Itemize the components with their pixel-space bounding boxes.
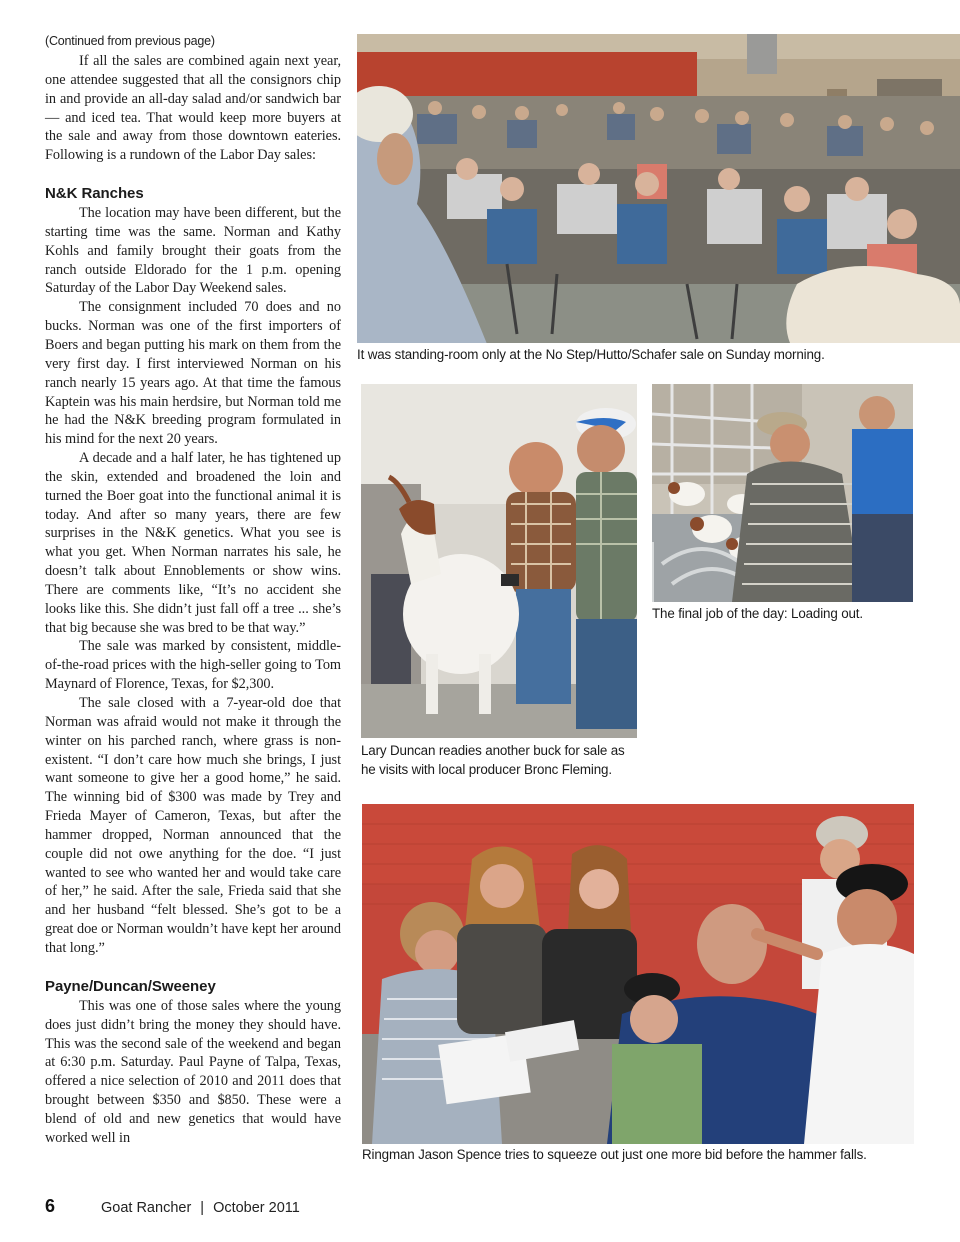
- loading-photo: [652, 384, 913, 602]
- paragraph: A decade and a half later, he has tightened up the skin, extended and broadened the loin and turned the Boer goat into the functional animal it is today. And after so many years, there are few surprises in the N&K genetics. What you see is what you get. When Norman narrates his sale, he doesn’t talk about Ennoblements or show wins. There are comments like, “It’s no accident she looks like this. She didn’t just fall off a tree ... she’s that big because she was bred to be that way.”: [45, 450, 341, 636]
- ringman-photo: [362, 804, 914, 1144]
- paragraph: The consignment included 70 does and no bucks. Norman was one of the first importers of Boers and began putting his mark on them from the very first day. I first interviewed Norman on his ranch nearly 15 years ago. At that time the famous Kaptein was his main herdsire, but Norman told me he had the N&K breeding program formulated in his mind for the next 20 years.: [45, 299, 341, 448]
- magazine-name: Goat Rancher: [101, 1200, 192, 1216]
- crowd-photo: [357, 34, 960, 343]
- section-heading-nk-ranches: N&K Ranches: [45, 185, 144, 203]
- intro-paragraph: If all the sales are combined again next year, one attendee suggested that all the consignors chip in and provide an all-day salad and/or sandwich bar — and iced tea. That would keep more buyers at the sale and away from those downtown eateries. Following is a rundown of the Labor Day sales:: [45, 53, 341, 164]
- paragraph: This was one of those sales where the young does just didn’t bring the money they should have. This was the second sale of the weekend and began at 6:30 p.m. Saturday. Paul Payne of Talpa, Texas, offered a nice selection of 2010 and 2011 does that brought between $350 and $850. These were a blend of old and new genetics that would have worked well in: [45, 997, 341, 1146]
- footer: [101, 1200, 300, 1216]
- page-number: 6: [45, 1196, 56, 1216]
- paragraph: The location may have been different, but the starting time was the same. Norman and Kathy Kohls and family brought their goats from the ranch outside Eldorado for the 1 p.m. opening Saturday of the Labor Day Weekend sales.: [45, 205, 341, 297]
- crowd-photo-caption: It was standing-room only at the No Step/Hutto/Schafer sale on Sunday morning.: [357, 347, 825, 362]
- buck-caption-line: he visits with local producer Bronc Fleming.: [361, 761, 612, 777]
- section-heading-payne-duncan-sweeney: Payne/Duncan/Sweeney: [45, 977, 216, 995]
- loading-photo-caption: The final job of the day: Loading out.: [652, 606, 863, 621]
- buck-photo-caption: [361, 742, 661, 779]
- footer-separator: |: [200, 1200, 205, 1216]
- issue-date: October 2011: [213, 1200, 300, 1216]
- ringman-photo-caption: Ringman Jason Spence tries to squeeze out just one more bid before the hammer falls.: [362, 1147, 867, 1162]
- article-body: [45, 52, 341, 1148]
- buck-photo: [361, 384, 637, 738]
- continued-note: (Continued from previous page): [45, 34, 215, 48]
- buck-caption-line: Lary Duncan readies another buck for sale as: [361, 743, 625, 758]
- paragraph: The sale was marked by consistent, middle-of-the-road prices with the high-seller going to Tom Maynard of Florence, Texas, for $2,300.: [45, 638, 341, 693]
- paragraph: The sale closed with a 7-year-old doe that Norman was afraid would not make it through the winter on his parched ranch, where grass is non-existent. “I don’t care how much she brings, I just want someone to give her a good home,” he said. The winning bid of $300 was made by Trey and Frieda Mayer of Cameron, Texas, but after the hammer dropped, Norman announced that the couple did not owe anything for the doe. “I just wanted to see who wanted her and would take care of her,” he said. After the sale, Frieda said that she and her husband “felt blessed. She’s got to be a great doe or Norman wouldn’t have kept her around that long.”: [45, 695, 341, 956]
